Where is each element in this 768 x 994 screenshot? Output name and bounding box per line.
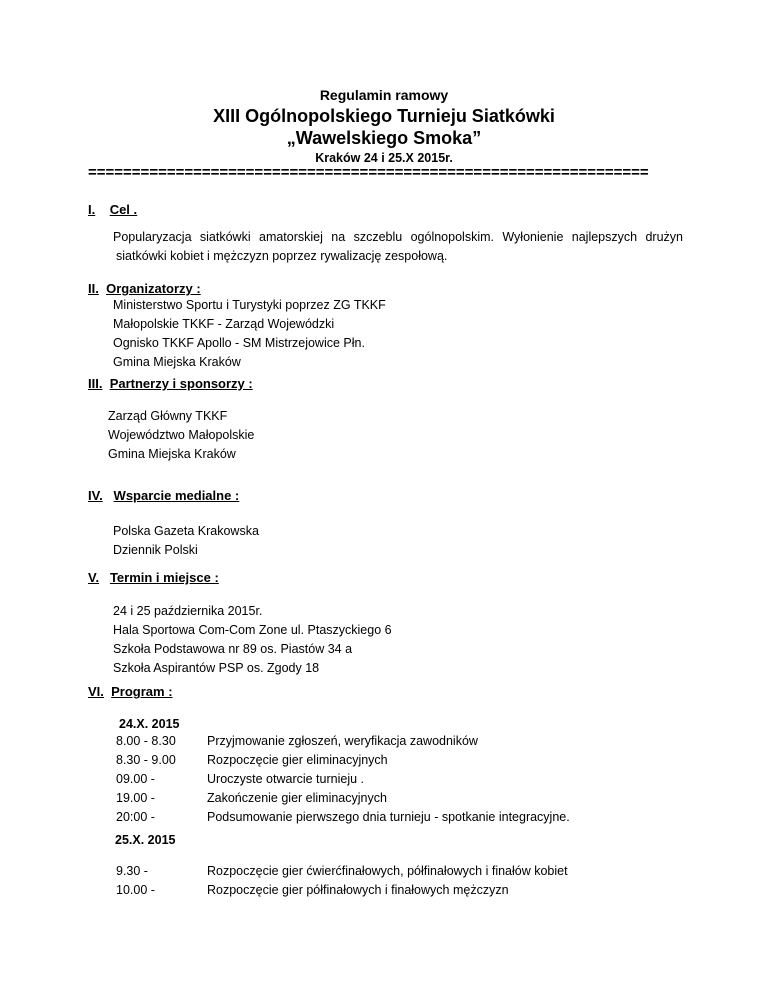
section-partnerzy-list (108, 407, 254, 464)
program-day1-label: 24.X. 2015 (119, 717, 180, 731)
list-item: Hala Sportowa Com-Com Zone ul. Ptaszyckiego 6 (113, 623, 392, 637)
section-title: Program : (111, 684, 173, 699)
section-number: IV. (88, 488, 103, 503)
document-date: Kraków 24 i 25.X 2015r. (315, 151, 453, 165)
section-cel-body (113, 230, 683, 268)
list-item: Gmina Miejska Kraków (108, 447, 236, 461)
schedule-time: 10.00 - (116, 883, 155, 897)
paragraph-line: Popularyzacja siatkówki amatorskiej na szczeblu ogólnopolskim. Wyłonienie najlepszych drużyn (113, 230, 683, 244)
section-wsparcie-heading (88, 488, 239, 503)
section-number: II. (88, 281, 99, 296)
section-number: V. (88, 570, 100, 585)
section-organizatorzy-heading (88, 281, 201, 296)
schedule-description: Przyjmowanie zgłoszeń, weryfikacja zawodników (207, 734, 478, 748)
separator-rule: ================================================================ (88, 164, 649, 181)
list-item: Województwo Małopolskie (108, 428, 255, 442)
section-number: I. (88, 202, 96, 217)
section-title: Wsparcie medialne : (113, 488, 240, 503)
schedule-time: 8.00 - 8.30 (116, 734, 176, 748)
section-title: Cel . (109, 202, 138, 217)
list-item: Szkoła Podstawowa nr 89 os. Piastów 34 a (113, 642, 353, 656)
section-number: VI. (88, 684, 104, 699)
section-wsparcie-list (113, 522, 259, 560)
schedule-time: 9.30 - (116, 864, 148, 878)
schedule-description: Rozpoczęcie gier półfinałowych i finałowych mężczyzn (207, 883, 509, 897)
section-cel-heading (88, 202, 137, 217)
list-item: Dziennik Polski (113, 543, 198, 557)
section-termin-list (113, 602, 392, 678)
schedule-time: 19.00 - (116, 791, 155, 805)
section-program-heading (88, 684, 173, 699)
list-item: Ognisko TKKF Apollo - SM Mistrzejowice Płn. (113, 336, 365, 350)
program-day2-label: 25.X. 2015 (115, 833, 176, 847)
paragraph-line: siatkówki kobiet i mężczyzn poprzez rywalizację zespołową. (116, 249, 448, 263)
list-item: Ministerstwo Sportu i Turystyki poprzez ZG TKKF (113, 298, 386, 312)
schedule-time: 20:00 - (116, 810, 155, 824)
list-item: Polska Gazeta Krakowska (113, 524, 259, 538)
schedule-time: 8.30 - 9.00 (116, 753, 176, 767)
list-item: Szkoła Aspirantów PSP os. Zgody 18 (113, 661, 320, 675)
document-title: XIII Ogólnopolskiego Turnieju Siatkówki (213, 106, 555, 126)
schedule-description: Zakończenie gier eliminacyjnych (207, 791, 387, 805)
schedule-description: Rozpoczęcie gier ćwierćfinałowych, półfinałowych i finałów kobiet (207, 864, 568, 878)
document-title-name: „Wawelskiego Smoka” (286, 128, 482, 148)
section-partnerzy-heading (88, 376, 253, 391)
list-item: Zarząd Główny TKKF (108, 409, 228, 423)
document-subtitle: Regulamin ramowy (319, 87, 449, 103)
section-title: Termin i miejsce : (109, 570, 219, 585)
section-number: III. (88, 376, 103, 391)
schedule-description: Uroczyste otwarcie turnieju . (207, 772, 365, 786)
list-item: Gmina Miejska Kraków (113, 355, 241, 369)
section-title: Organizatorzy : (106, 281, 201, 296)
section-title: Partnerzy i sponsorzy : (109, 376, 253, 391)
schedule-time: 09.00 - (116, 772, 155, 786)
section-termin-heading (88, 570, 219, 585)
list-item: 24 i 25 października 2015r. (113, 604, 263, 618)
schedule-description: Rozpoczęcie gier eliminacyjnych (207, 753, 388, 767)
schedule-description: Podsumowanie pierwszego dnia turnieju - spotkanie integracyjne. (207, 810, 570, 824)
section-organizatorzy-list (113, 296, 386, 372)
list-item: Małopolskie TKKF - Zarząd Wojewódzki (113, 317, 335, 331)
